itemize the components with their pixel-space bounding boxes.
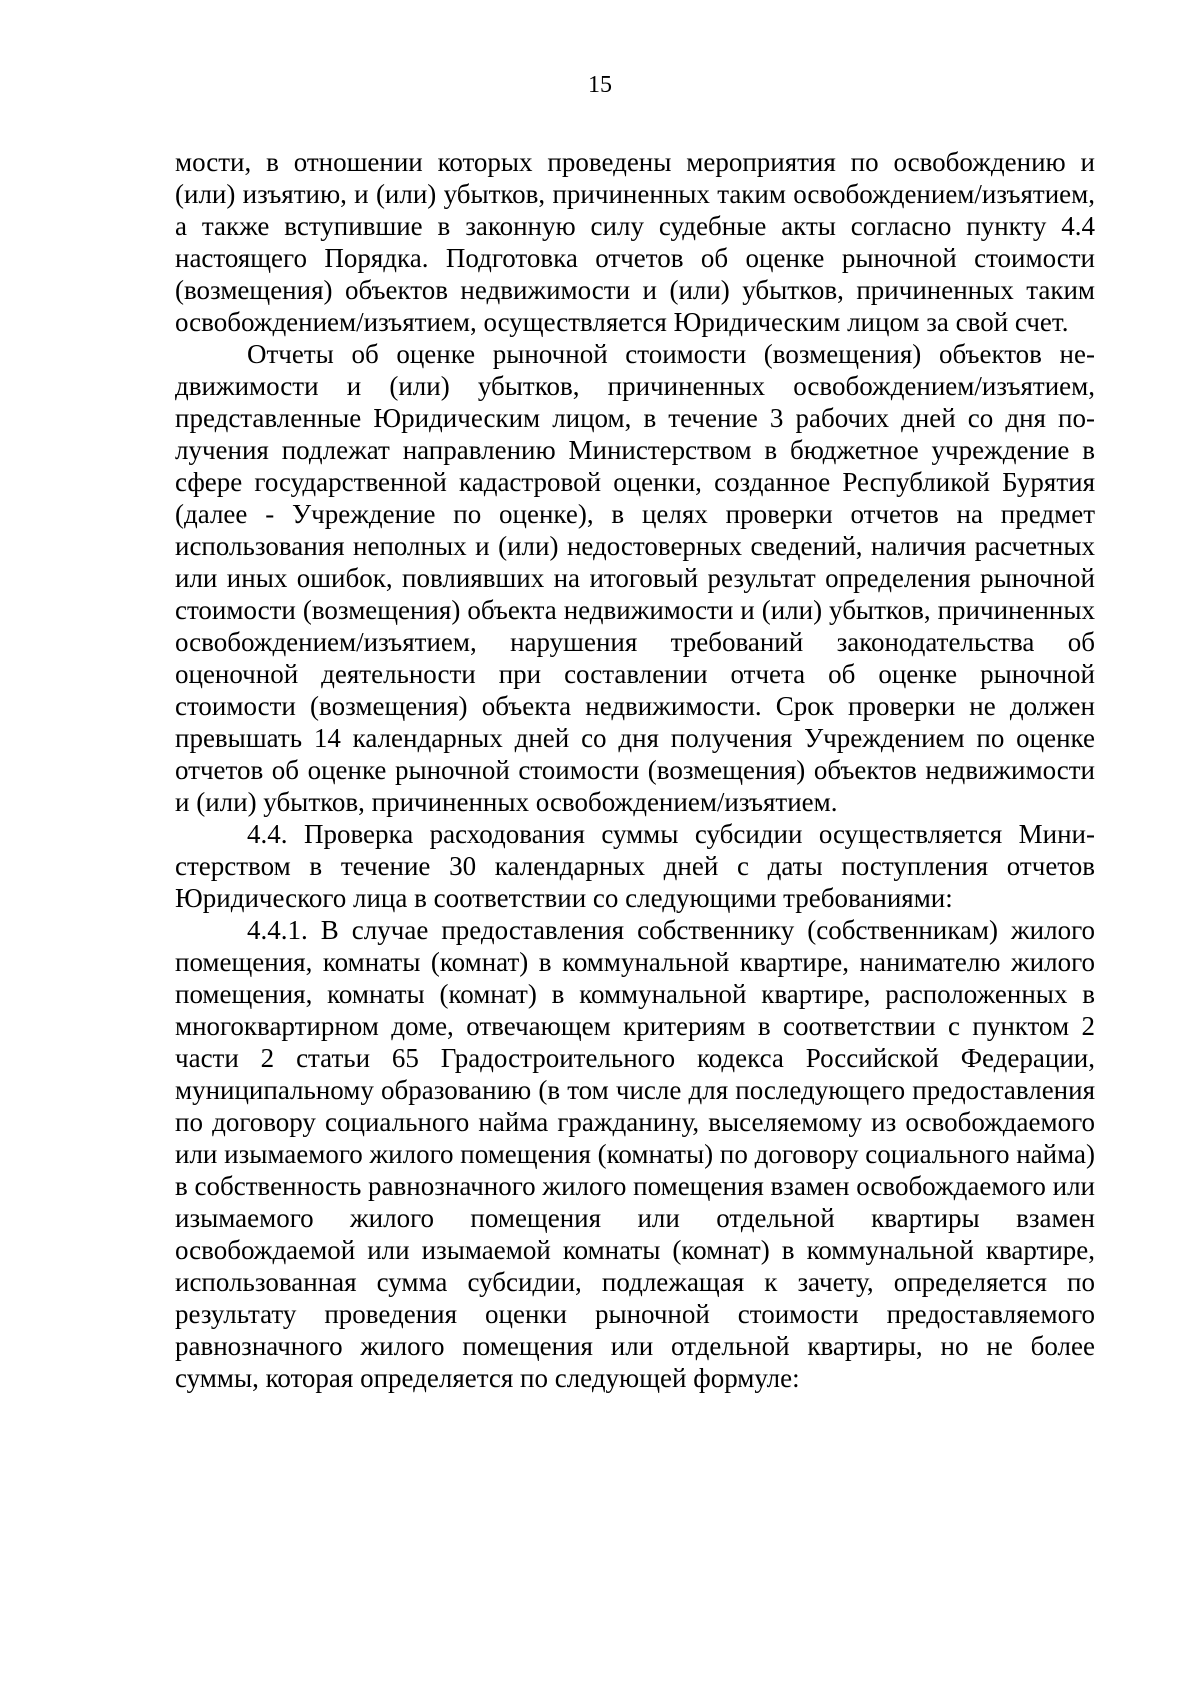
- paragraph-4-4: 4.4. Проверка расходования суммы субсидии осуществляется Министерством в течение 30 календарных дней с даты поступления отчетов Юридического лица в соответствии со следующими требованиями:: [175, 819, 1095, 913]
- paragraph-4-4-1: 4.4.1. В случае предоставления собственнику (собственникам) жилого помещения, комнаты (комнат) в коммунальной квартире, нанимателю жилого помещения, комнаты (комнат) в коммунальной квартире, расположенных в многоквартирном доме, отвечающем критериям в соответствии с пунктом 2 части 2 статьи 65 Градостроительного кодекса Российской Федерации, муниципальному образованию (в том числе для последующего предоставления по договору социального найма гражданину, выселяемому из освобождаемого или изымаемого жилого помещения (комнаты) по договору социального найма) в собственность равнозначного жилого помещения взамен освобождаемого или изымаемого жилого помещения или отдельной квартиры взамен освобождаемой или изымаемой комнаты (комнат) в коммунальной квартире, использованная сумма субсидии, подлежащая к зачету, определяется по результату проведения оценки рыночной стоимости предоставляемого равнозначного жилого помещения или отдельной квартиры, но не более суммы, которая определяется по следующей формуле:: [175, 915, 1095, 1393]
- paragraph-continuation: мости, в отношении которых проведены мероприятия по освобождению и (или) изъятию, и (или) убытков, причиненных таким освобождением/изъятием, а также вступившие в законную силу судебные акты согласно пункту 4.4 настоящего Порядка. Подготовка отчетов об оценке рыночной стоимости (возмещения) объектов недвижимости и (или) убытков, причиненных таким освобождением/изъятием, осуществляется Юридическим лицом за свой счет.: [175, 147, 1095, 337]
- page-number: 15: [588, 72, 612, 98]
- document-body: [175, 146, 1095, 1394]
- paragraph-reports: Отчеты об оценке рыночной стоимости (возмещения) объектов недвижимости и (или) убытков, причиненных освобождением/изъятием, представленные Юридическим лицом, в течение 3 рабочих дней со дня получения подлежат направлению Министерством в бюджетное учреждение в сфере государственной кадастровой оценки, созданное Республикой Бурятия (далее - Учреждение по оценке), в целях проверки отчетов на предмет использования неполных и (или) недостоверных сведений, наличия расчетных или иных ошибок, повлиявших на итоговый результат определения рыночной стоимости (возмещения) объекта недвижимости и (или) убытков, причиненных освобождением/изъятием, нарушения требований законодательства об оценочной деятельности при составлении отчета об оценке рыночной стоимости (возмещения) объекта недвижимости. Срок проверки не должен превышать 14 календарных дней со дня получения Учреждением по оценке отчетов об оценке рыночной стоимости (возмещения) объектов недвижимости и (или) убытков, причиненных освобождением/изъятием.: [175, 339, 1095, 817]
